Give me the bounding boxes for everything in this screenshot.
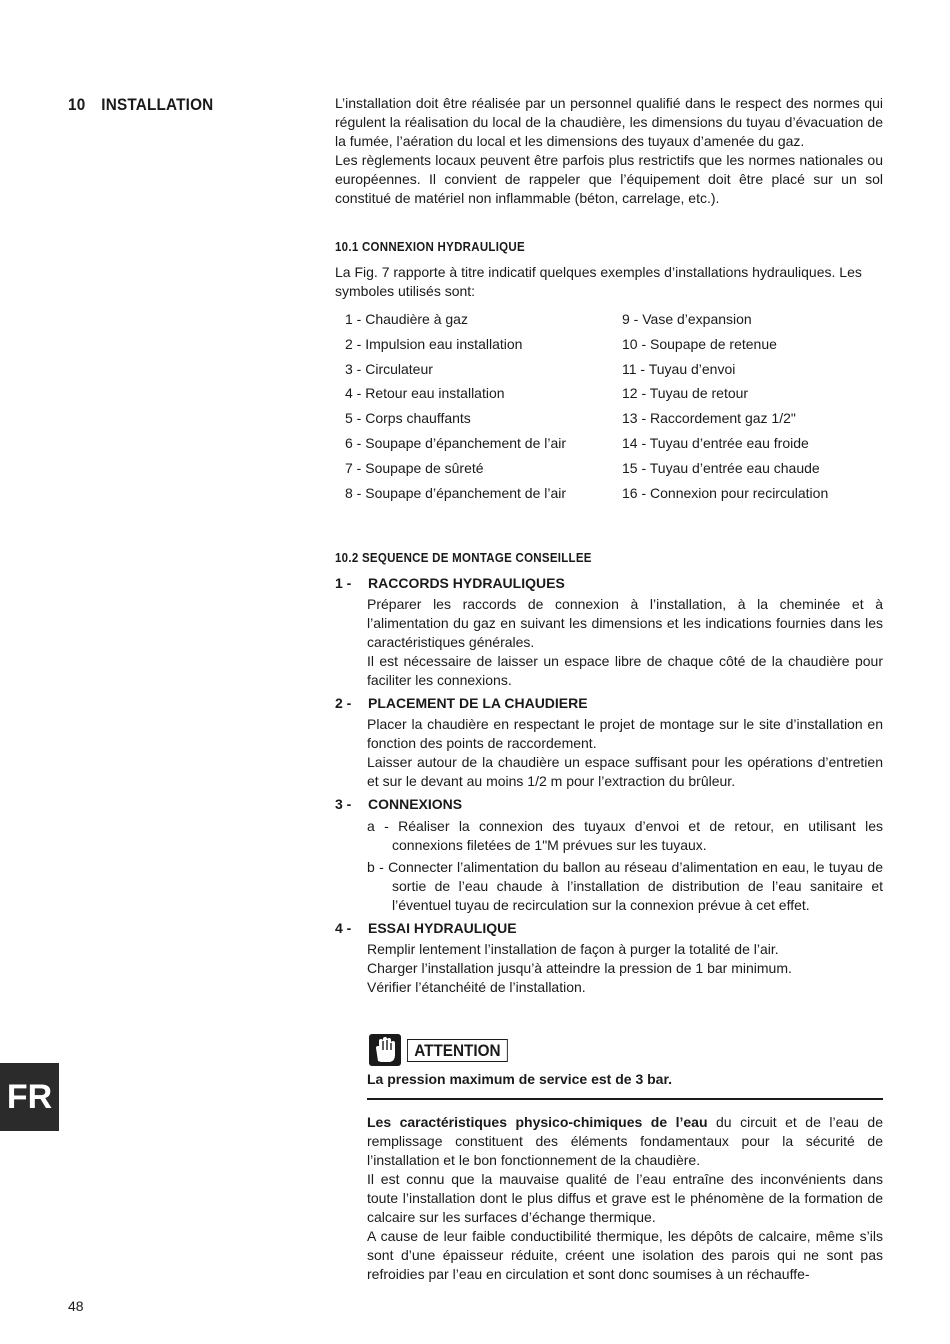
- water-paragraph: Il est connu que la mauvaise qualité de l’eau entraîne des inconvénients dans toute l’installation dont le plus diffus et grave est le phénomène de la formation de calcaire sur les surfaces d’échange thermique.: [367, 1171, 883, 1225]
- legend-item-left: 6 - Soupape d’épanchement de l’air: [345, 434, 567, 451]
- legend-item-left: 2 - Impulsion eau installation: [345, 335, 523, 352]
- step-heading: [335, 694, 883, 713]
- step-body: [335, 940, 883, 997]
- legend-item-left: 4 - Retour eau installation: [345, 385, 505, 402]
- legend-row: [345, 311, 885, 336]
- legend-item-right: 15 - Tuyau d’entrée eau chaude: [622, 459, 820, 476]
- section-title: INSTALLATION: [101, 95, 214, 114]
- step-title: PLACEMENT DE LA CHAUDIERE: [368, 695, 588, 711]
- legend-row: [345, 410, 885, 435]
- step-sub-item: a - Réaliser la connexion des tuyaux d’envoi et de retour, en utilisant les connexions filetées de 1"M prévues sur les tuyaux.: [367, 818, 883, 853]
- water-paragraph: A cause de leur faible conductibilité thermique, les dépôts de calcaire, même s’ils sont d’une épaisseur réduite, créent une isolation des parois qui ne sont pas refroidies par l’eau en circulation et sont donc soumises à un réchauffe-: [367, 1228, 883, 1282]
- attention-callout: [368, 1033, 519, 1067]
- legend-row: [345, 485, 885, 510]
- intro-paragraph: Les règlements locaux peuvent être parfois plus restrictifs que les normes nationales ou européennes. Il convient de rappeler que l’équipement doit être placé sur un sol constitué de matériel non inflammable (béton, carrelage, etc.).: [335, 152, 883, 206]
- legend-item-left: 5 - Corps chauffants: [345, 410, 471, 427]
- step-heading: [335, 574, 883, 593]
- legend-item-left: 7 - Soupape de sûreté: [345, 459, 484, 476]
- step-body: [335, 817, 883, 915]
- page-number: 48: [68, 1298, 84, 1314]
- hand-stop-icon: [368, 1033, 402, 1067]
- legend-item-right: 11 - Tuyau d’envoi: [622, 360, 736, 377]
- subsection-text: La Fig. 7 rapporte à titre indicatif quelques exemples d’installations hydrauliques. Les symboles utilisés sont:: [335, 264, 862, 299]
- attention-label: ATTENTION: [407, 1039, 508, 1062]
- step-heading: [335, 795, 883, 814]
- subsection-heading: 10.1 CONNEXION HYDRAULIQUE: [335, 240, 525, 254]
- step-paragraph: Laisser autour de la chaudière un espace suffisant pour les opérations d’entretien et sur le devant au moins 1/2 m pour l’extraction du brûleur.: [367, 754, 883, 789]
- legend-item-left: 1 - Chaudière à gaz: [345, 311, 468, 327]
- step-title: CONNEXIONS: [368, 796, 463, 812]
- intro-paragraph: L’installation doit être réalisée par un personnel qualifié dans le respect des normes qui régulent la réalisation du local de la chaudière, les dimensions du tuyau d’évacuation de la fumée, l’aération du local et les dimensions des tuyaux d’amenée du gaz.: [335, 95, 883, 149]
- legend-row: [345, 385, 885, 410]
- step-title: RACCORDS HYDRAULIQUES: [368, 575, 565, 591]
- step-number: 3 -: [335, 796, 352, 812]
- subsection-heading: 10.2 SEQUENCE DE MONTAGE CONSEILLEE: [335, 551, 592, 565]
- step-paragraph: Remplir lentement l’installation de façon à purger la totalité de l’air.: [367, 941, 779, 957]
- steps-list: [335, 574, 883, 997]
- step-body: [335, 595, 883, 690]
- intro-block: [335, 94, 883, 208]
- step-paragraph: Vérifier l’étanchéité de l’installation.: [367, 979, 586, 995]
- step-paragraph: Il est nécessaire de laisser un espace libre de chaque côté de la chaudière pour faciliter les connexions.: [367, 653, 883, 688]
- divider: [367, 1098, 883, 1100]
- legend-item-left: 8 - Soupape d’épanchement de l’air: [345, 484, 567, 501]
- legend-row: [345, 336, 885, 361]
- step-title: ESSAI HYDRAULIQUE: [368, 920, 517, 936]
- legend-item-right: 10 - Soupape de retenue: [622, 335, 777, 352]
- water-paragraph: [367, 1113, 883, 1170]
- water-bold-lead: Les caractéristiques physico-chimiques de l’eau: [367, 1114, 708, 1130]
- attention-text: La pression maximum de service est de 3 bar.: [367, 1071, 673, 1087]
- section-number: 10: [68, 95, 86, 114]
- step-number: 2 -: [335, 695, 352, 711]
- step-paragraph: Préparer les raccords de connexion à l’installation, à la cheminée et à l’alimentation du gaz en suivant les dimensions et les indications fournies dans les caractéristiques générales.: [367, 596, 883, 650]
- step-paragraph: Charger l’installation jusqu’à atteindre la pression de 1 bar minimum.: [367, 960, 792, 976]
- legend-item-right: 16 - Connexion pour recirculation: [622, 484, 829, 501]
- section-heading: [68, 95, 213, 115]
- step-heading: [335, 919, 883, 938]
- legend-item-left: 3 - Circulateur: [345, 360, 433, 377]
- water-quality-block: [367, 1113, 883, 1284]
- step-number: 4 -: [335, 920, 352, 936]
- step-sub-item: b - Connecter l’alimentation du ballon au réseau d’alimentation en eau, le tuyau de sortie de l’eau chaude à l’installation de distribution de l’eau sanitaire et l’éventuel tuyau de recirculation sur la connexion prévue à cet effet.: [367, 859, 883, 913]
- water-lead-rest: du circuit et de l’eau de remplissage constituent des éléments fondamentaux pour la sécurité de l’installation et le bon fonctionnement de la chaudière.: [367, 1114, 883, 1168]
- step-body: [335, 715, 883, 791]
- subsection-10-2: [335, 549, 883, 997]
- step-paragraph: Placer la chaudière en respectant le projet de montage sur le site d’installation en fonction des points de raccordement.: [367, 716, 883, 751]
- legend-row: [345, 435, 885, 460]
- symbol-legend: [345, 311, 885, 509]
- language-tab: FR: [0, 1063, 59, 1131]
- legend-row: [345, 460, 885, 485]
- legend-item-right: 13 - Raccordement gaz 1/2": [622, 410, 796, 427]
- subsection-10-1: [335, 238, 883, 301]
- legend-item-right: 12 - Tuyau de retour: [622, 385, 749, 402]
- step-number: 1 -: [335, 575, 352, 591]
- legend-item-right: 9 - Vase d’expansion: [622, 311, 752, 327]
- legend-row: [345, 361, 885, 386]
- legend-item-right: 14 - Tuyau d’entrée eau froide: [622, 434, 809, 451]
